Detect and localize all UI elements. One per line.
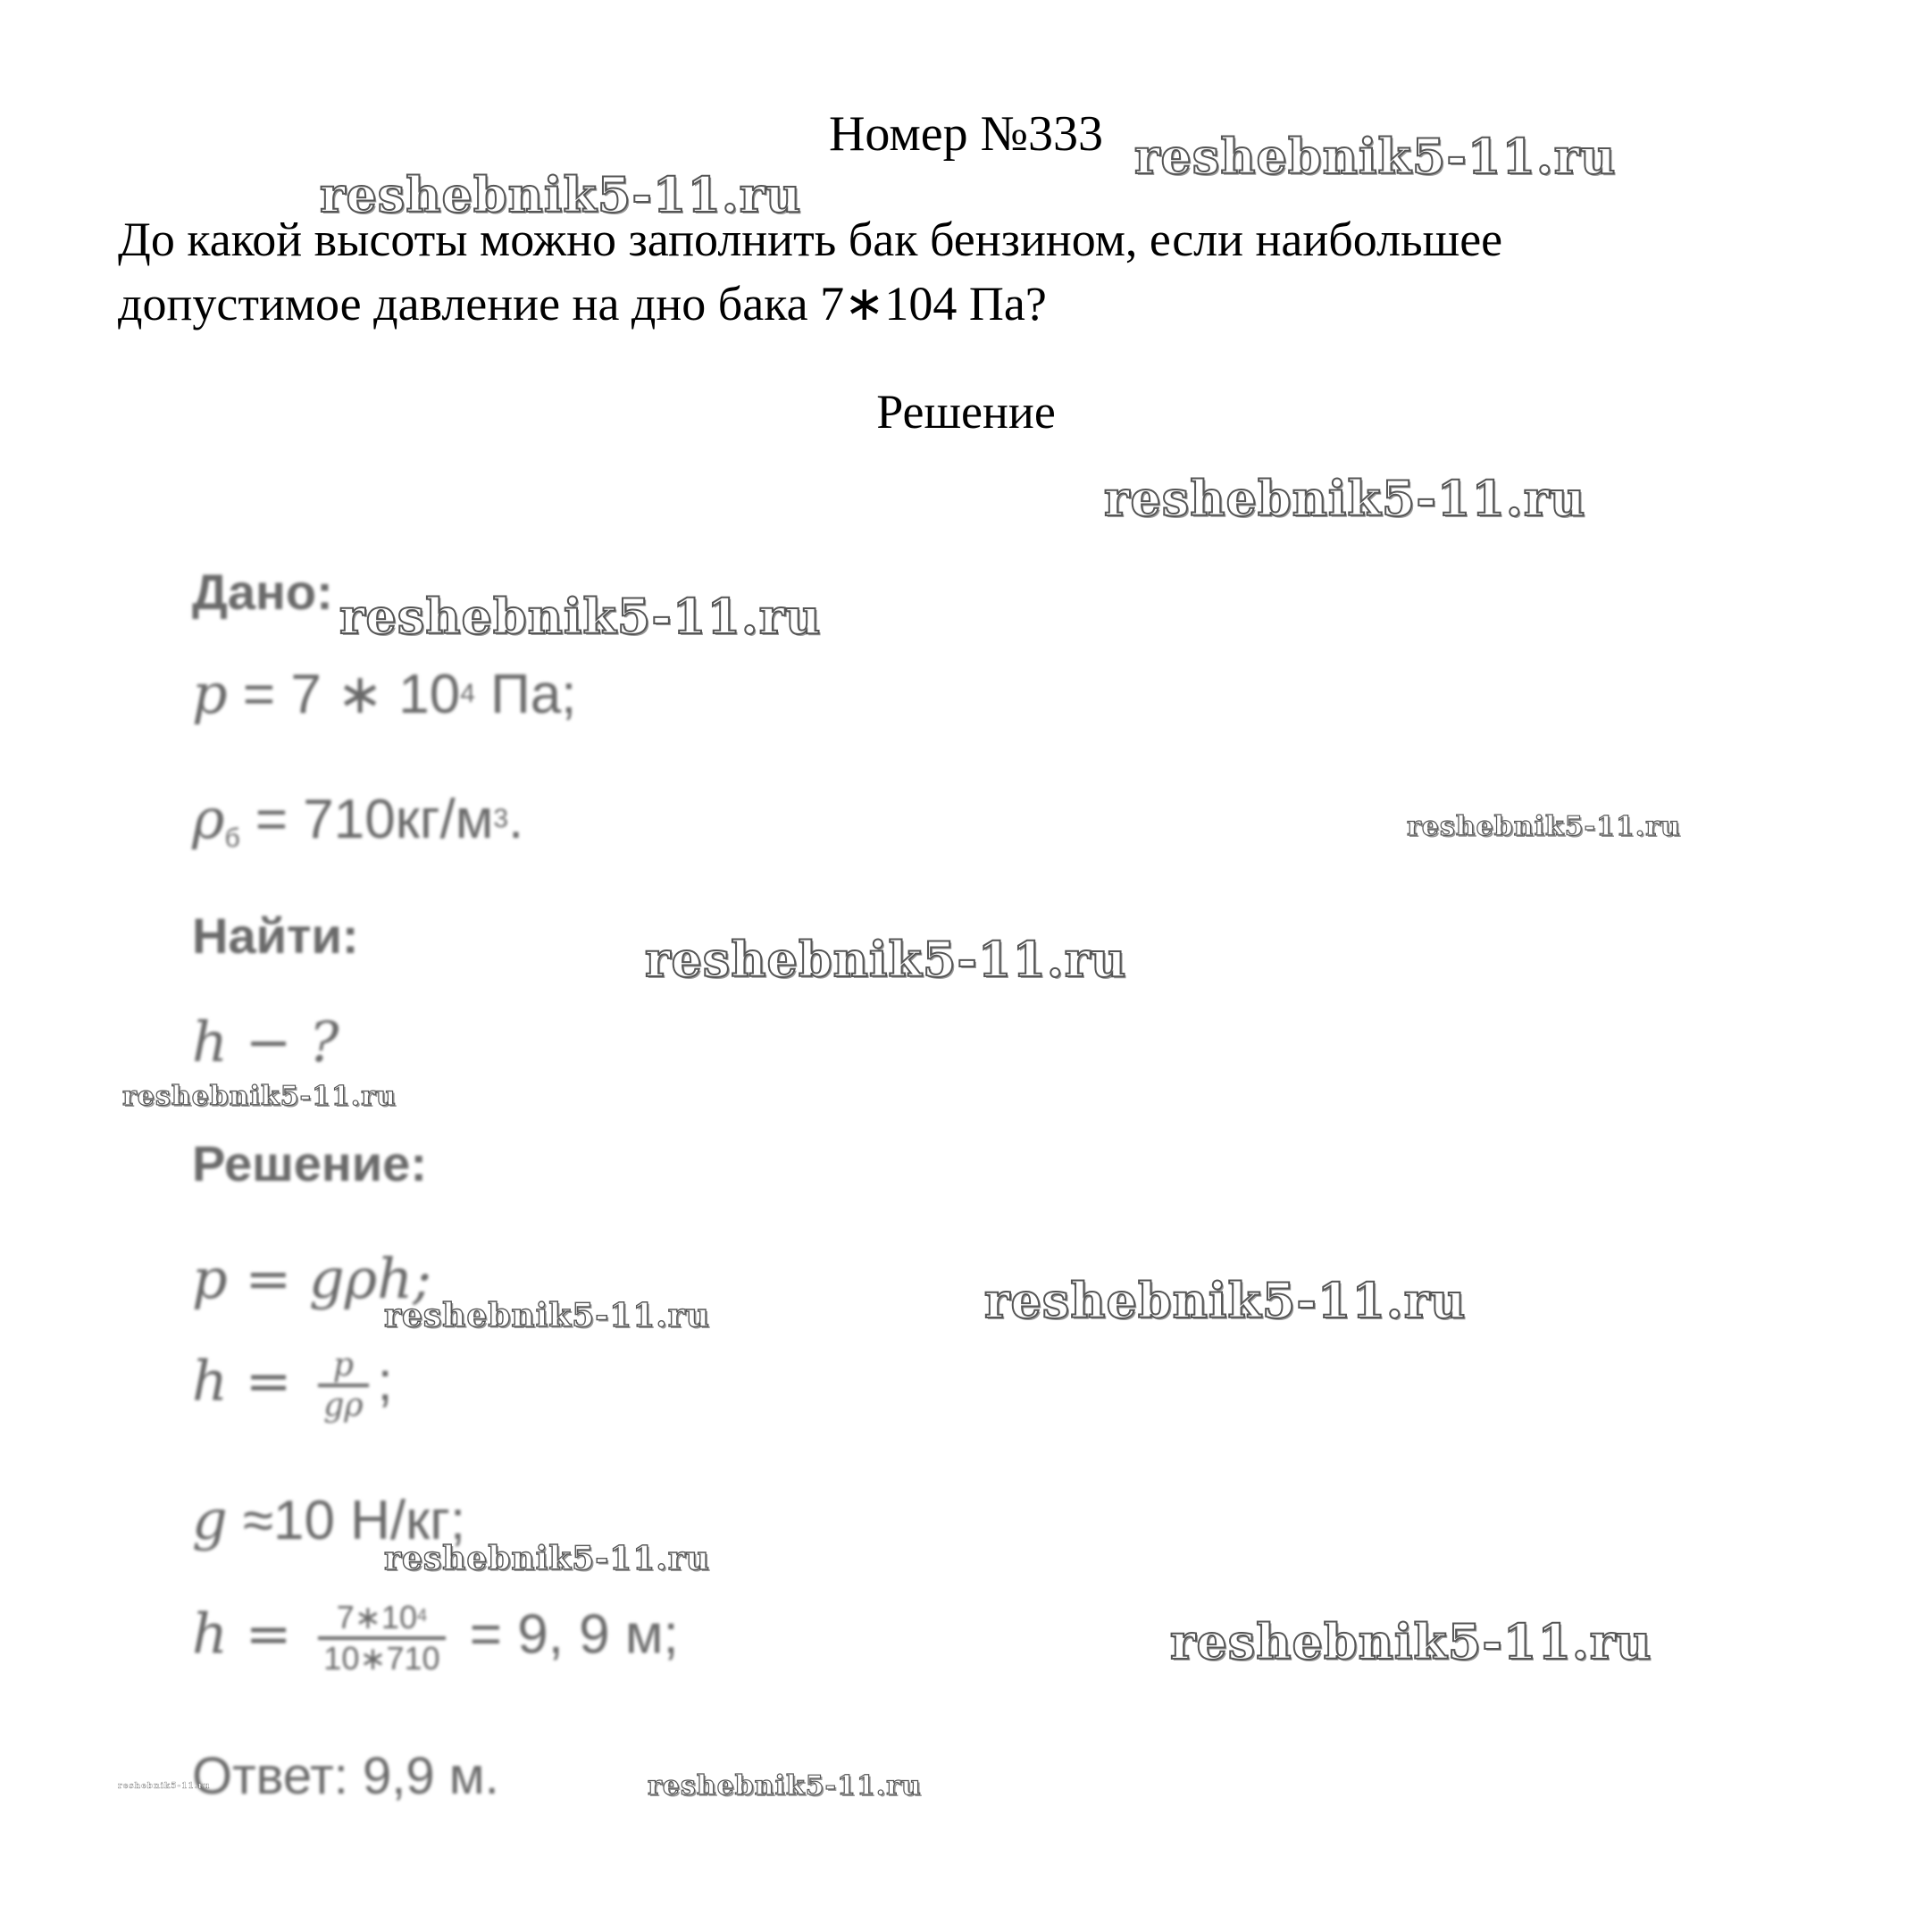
find-value: h − ? xyxy=(192,1009,339,1075)
given-density: $\rho_б = 710кг/м^3$. xyxy=(192,786,524,853)
watermark: reshebnik5-11.ru xyxy=(648,1770,922,1802)
answer: Ответ: 9,9 м. xyxy=(192,1747,499,1805)
given-label: Дано: xyxy=(192,564,333,620)
find-label: Найти: xyxy=(192,907,359,964)
formula-gravity: g ≈10 Н/кг; xyxy=(192,1487,466,1552)
watermark: reshebnik5-11.ru xyxy=(118,1782,211,1791)
watermark: reshebnik5-11.ru xyxy=(645,931,1127,988)
fraction: $\frac{p}{g\rho}$ xyxy=(318,1347,368,1424)
solution-heading: Решение xyxy=(876,385,1056,439)
watermark: reshebnik5-11.ru xyxy=(1170,1613,1652,1670)
watermark: reshebnik5-11.ru xyxy=(1407,811,1681,842)
solution-label: Решение: xyxy=(192,1135,427,1192)
watermark: reshebnik5-11.ru xyxy=(339,588,822,645)
fraction: $\frac{7∗10^4}{10∗710}$ xyxy=(318,1599,445,1677)
formula-result: h = $\frac{7∗10^4}{10∗710}$ = 9, 9 м; xyxy=(192,1599,679,1677)
watermark: reshebnik5-11.ru xyxy=(984,1272,1467,1329)
watermark: reshebnik5-11.ru xyxy=(1104,470,1586,527)
page-title: Номер №333 xyxy=(828,106,1104,162)
watermark: reshebnik5-11.ru xyxy=(1134,128,1617,185)
problem-statement: До какой высоты можно заполнить бак бензином, если наибольшее допустимое давление на дно бака 7∗104 Па? xyxy=(118,213,1503,330)
watermark: reshebnik5-11.ru xyxy=(384,1540,710,1577)
watermark: reshebnik5-11.ru xyxy=(384,1297,710,1334)
formula-pressure: p = gρh; xyxy=(192,1246,432,1311)
watermark: reshebnik5-11.ru xyxy=(122,1081,397,1112)
formula-height: h = $\frac{p}{g\rho}$ ; xyxy=(192,1347,393,1424)
watermark: reshebnik5-11.ru xyxy=(320,166,802,223)
given-pressure: p = 7 ∗ $10^4$ Па; xyxy=(192,661,577,726)
